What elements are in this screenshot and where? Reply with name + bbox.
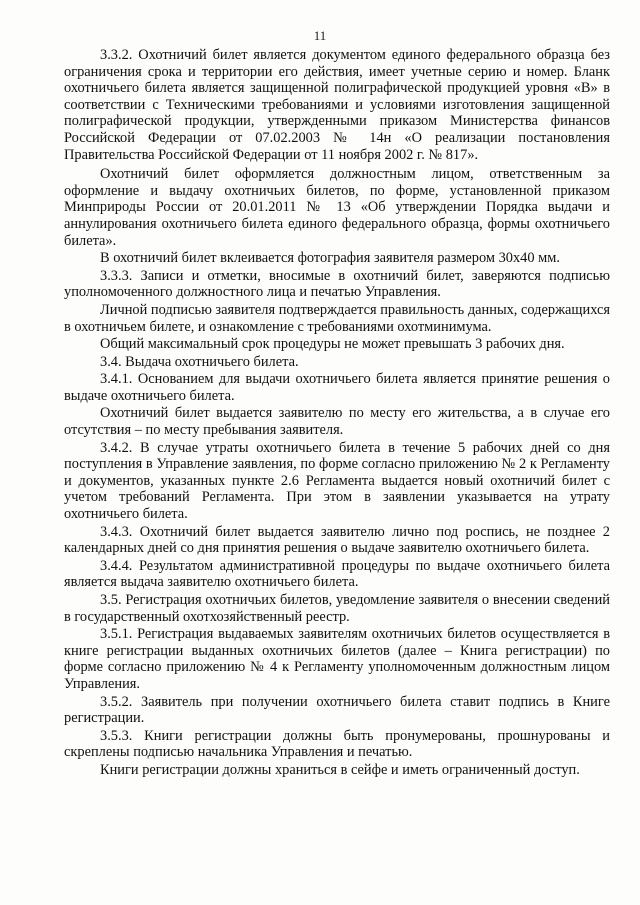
paragraph-3-5-2: 3.5.2. Заявитель при получении охотничьего билета ставит подпись в Книге регистрации. bbox=[64, 693, 610, 727]
document-body bbox=[64, 47, 610, 780]
paragraph-3-5-1: 3.5.1. Регистрация выдаваемых заявителям охотничьих билетов осуществляется в книге регистрации выданных охотничьих билетов (далее – Книга регистрации) по форме согласно приложению № 4 к Регламенту уполномоченным должностным лицом Управления. bbox=[64, 626, 610, 692]
paragraph-ticket-issuance: Охотничий билет оформляется должностным лицом, ответственным за оформление и выдачу охотничьих билетов, по форме, установленной приказом Минприроды России от 20.01.2011 № 13 «Об утверждении Порядка выдачи и аннулирования охотничьего билета единого федерального образца, формы охотничьего билета». bbox=[64, 166, 610, 249]
paragraph-storage: Книги регистрации должны храниться в сейфе и иметь ограниченный доступ. bbox=[100, 761, 580, 778]
paragraph-photo: В охотничий билет вклеивается фотография заявителя размером 30х40 мм. bbox=[100, 250, 560, 267]
page-number: 11 bbox=[313, 28, 327, 43]
paragraph-place-of-issue: Охотничий билет выдается заявителю по месту его жительства, а в случае его отсутствия – по месту пребывания заявителя. bbox=[64, 405, 610, 439]
paragraph-personal-signature: Личной подписью заявителя подтверждается правильность данных, содержащихся в охотничьем билете, и ознакомление с требованиями охотминимума. bbox=[64, 301, 610, 335]
paragraph-3-3-3: 3.3.3. Записи и отметки, вносимые в охотничий билет, заверяются подписью уполномоченного должностного лица и печатью Управления. bbox=[64, 267, 610, 301]
paragraph-3-5-3: 3.5.3. Книги регистрации должны быть пронумерованы, прошнурованы и скреплены подписью начальника Управления и печатью. bbox=[64, 727, 610, 761]
paragraph-3-4-2: 3.4.2. В случае утраты охотничьего билета в течение 5 рабочих дней со дня поступления в Управление заявления, по форме согласно приложению № 2 к Регламенту и документов, указанных пункте 2.6 Регламента выдается новый охотничий билет с учетом требований Регламента. При этом в заявлении указывается на утрату охотничьего билета. bbox=[64, 439, 610, 523]
paragraph-3-4-3: 3.4.3. Охотничий билет выдается заявителю лично под роспись, не позднее 2 календарных дней со дня принятия решения о выдаче заявителю охотничьего билета. bbox=[64, 523, 610, 557]
paragraph-max-duration: Общий максимальный срок процедуры не может превышать 3 рабочих дня. bbox=[100, 336, 565, 353]
paragraph-3-5: 3.5. Регистрация охотничьих билетов, уведомление заявителя о внесении сведений в государственный охотхозяйственный реестр. bbox=[64, 592, 610, 625]
paragraph-3-4-1: 3.4.1. Основанием для выдачи охотничьего билета является принятие решения о выдаче охотничьего билета. bbox=[64, 371, 610, 404]
paragraph-3-4-4: 3.4.4. Результатом административной процедуры по выдаче охотничьего билета является выдача заявителю охотничьего билета. bbox=[64, 557, 610, 591]
paragraph-3-4: 3.4. Выдача охотничьего билета. bbox=[100, 353, 299, 370]
paragraph-3-3-2: 3.3.2. Охотничий билет является документом единого федерального образца без ограничения срока и территории его действия, имеет учетные серию и номер. Бланк охотничьего билета является защищенной полиграфической продукцией уровня «В» в соответствии с Техническими требованиями и условиями изготовления защищенной полиграфической продукции, утвержденными приказом Министерства финансов Российской Федерации от 07.02.2003 № 14н «О реализации постановления Правительства Российской Федерации от 11 ноября 2002 г. № 817». bbox=[64, 47, 610, 163]
